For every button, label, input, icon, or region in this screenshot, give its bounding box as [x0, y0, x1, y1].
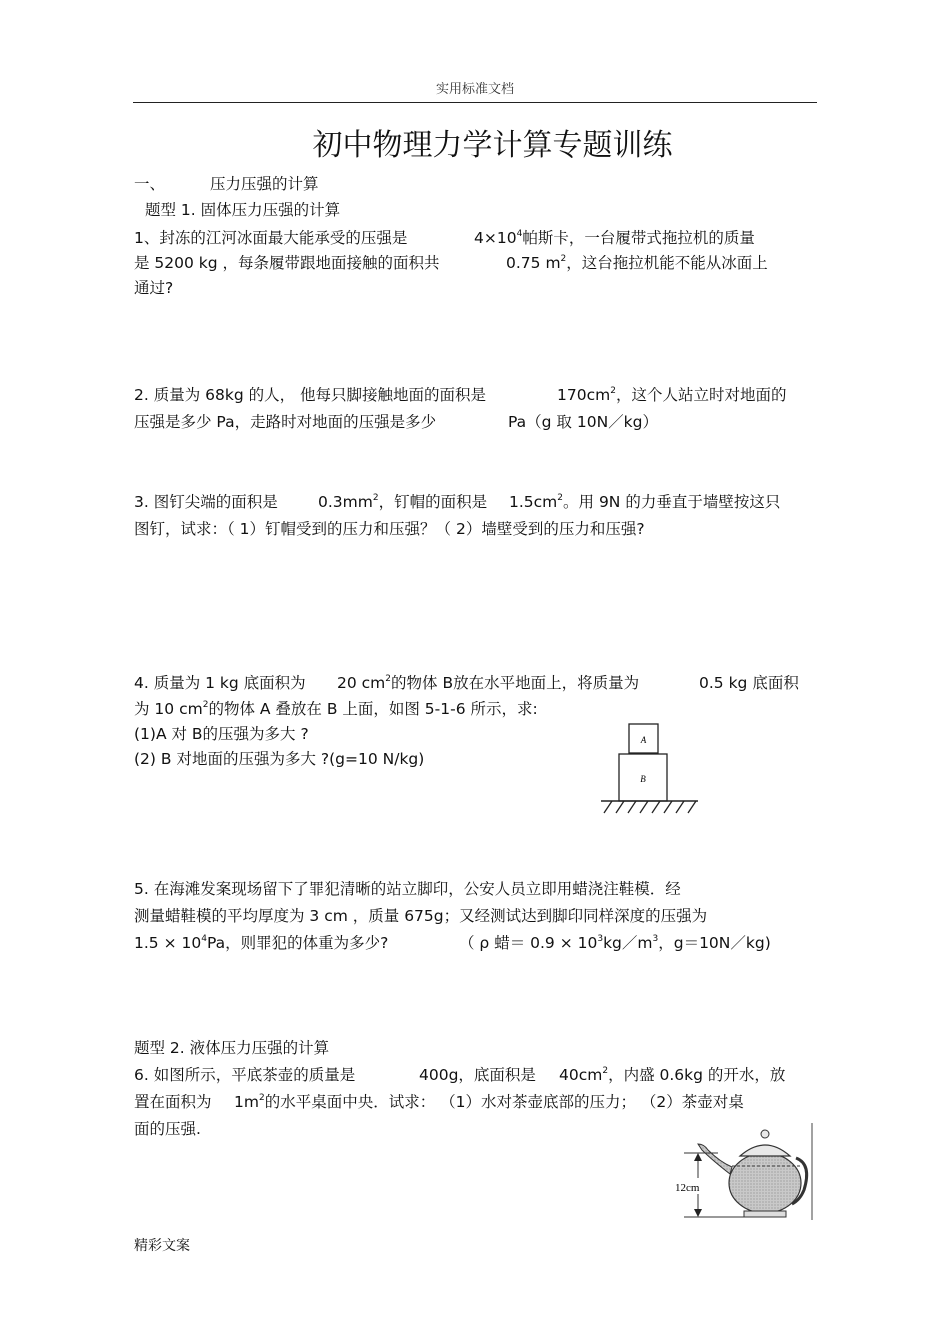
- block-b-label: B: [640, 774, 646, 784]
- q4-line4: (2) B 对地面的压强为多大 ?(g=10 N/kg): [134, 750, 425, 768]
- q1-line2b: 0.75 $m^2$，这台拖拉机能不能从冰面上: [506, 254, 768, 272]
- section-heading: 压力压强的计算: [210, 175, 319, 193]
- teapot-spout: [698, 1144, 732, 1174]
- q6-line2a: 置在面积为: [134, 1093, 212, 1111]
- teapot-lid: [740, 1145, 790, 1156]
- q4-line2: 为 10 $cm^2$的物体 A 叠放在 B 上面，如图 5-1-6 所示，求:: [134, 700, 538, 718]
- q2-line1b: $170cm^2$，这个人站立时对地面的: [557, 386, 787, 404]
- page-footer: 精彩文案: [134, 1238, 190, 1254]
- teapot-body: [729, 1153, 801, 1213]
- q3-line1b: $0.3mm^2$，钉帽的面积是: [318, 493, 488, 511]
- q2-line1a: 2. 质量为 68kg 的人， 他每只脚接触地面的面积是: [134, 386, 487, 404]
- page-header: 实用标准文档: [435, 82, 514, 97]
- q4-line1a: 4. 质量为 1 kg 底面积为: [134, 674, 306, 692]
- stacked-blocks-figure: [598, 718, 703, 816]
- q5-line1: 5. 在海滩发案现场留下了罪犯清晰的站立脚印，公安人员立即用蜡浇注鞋模．经: [134, 880, 681, 898]
- q6-line1b: 400g，底面积是: [419, 1066, 536, 1084]
- q1-line1a: 1、封冻的江河冰面最大能承受的压强是: [134, 229, 408, 247]
- q4-line1b: 20 $cm^2$的物体 B放在水平地面上，将质量为: [337, 674, 640, 692]
- q6-line2b: $1m^2$的水平桌面中央．试求： （1）水对茶壶底部的压力； （2）茶壶对桌: [234, 1093, 744, 1111]
- q3-line2: 图钉，试求：（ 1）钉帽受到的压力和压强？（ 2）墙壁受到的压力和压强?: [134, 520, 645, 538]
- q4-line1c: 0.5 kg 底面积: [699, 674, 799, 692]
- ground-hatching: [604, 801, 696, 813]
- q1-line1b: $4\times 10^4$帕斯卡，一台履带式拖拉机的质量: [474, 229, 755, 247]
- q2-line2b: Pa（g 取 10N／kg）: [508, 413, 658, 431]
- q6-line1c: $40cm^2$，内盛 0.6kg 的开水，放: [559, 1066, 786, 1084]
- block-a-label: A: [640, 735, 647, 745]
- section-number: 一、: [134, 175, 166, 193]
- document-title: 初中物理力学计算专题训练: [312, 128, 673, 163]
- q6-line1a: 6. 如图所示，平底茶壶的质量是: [134, 1066, 356, 1084]
- q1-line2a: 是 5200 kg ，每条履带跟地面接触的面积共: [134, 254, 440, 272]
- question-type-1: 题型 1. 固体压力压强的计算: [145, 201, 341, 219]
- q5-line2: 测量蜡鞋模的平均厚度为 3 cm ，质量 675g；又经测试达到脚印同样深度的压强为: [134, 907, 708, 925]
- header-rule: [133, 102, 817, 103]
- q6-line3: 面的压强.: [134, 1120, 201, 1138]
- arrow-up-icon: [694, 1153, 702, 1161]
- q4-line3: (1)A 对 B的压强为多大 ?: [134, 725, 309, 743]
- q3-line1c: $1.5cm^2$。用 9N 的力垂直于墙壁按这只: [509, 493, 781, 511]
- q2-line2a: 压强是多少 Pa，走路时对地面的压强是多少: [134, 413, 437, 431]
- arrow-down-icon: [694, 1209, 702, 1217]
- q5-line3b: （ ρ 蜡＝ $0.9 \times 10^3kg/m^3$，g＝10N／kg): [459, 934, 771, 952]
- teapot-base: [744, 1211, 786, 1217]
- teapot-figure: [672, 1120, 814, 1222]
- q3-line1a: 3. 图钉尖端的面积是: [134, 493, 278, 511]
- q1-line3: 通过?: [134, 279, 174, 297]
- question-type-2: 题型 2. 液体压力压强的计算: [134, 1039, 330, 1057]
- q5-line3a: $1.5 \times 10^4Pa$，则罪犯的体重为多少?: [134, 934, 389, 952]
- teapot-knob: [761, 1130, 769, 1138]
- height-label: 12cm: [675, 1182, 700, 1194]
